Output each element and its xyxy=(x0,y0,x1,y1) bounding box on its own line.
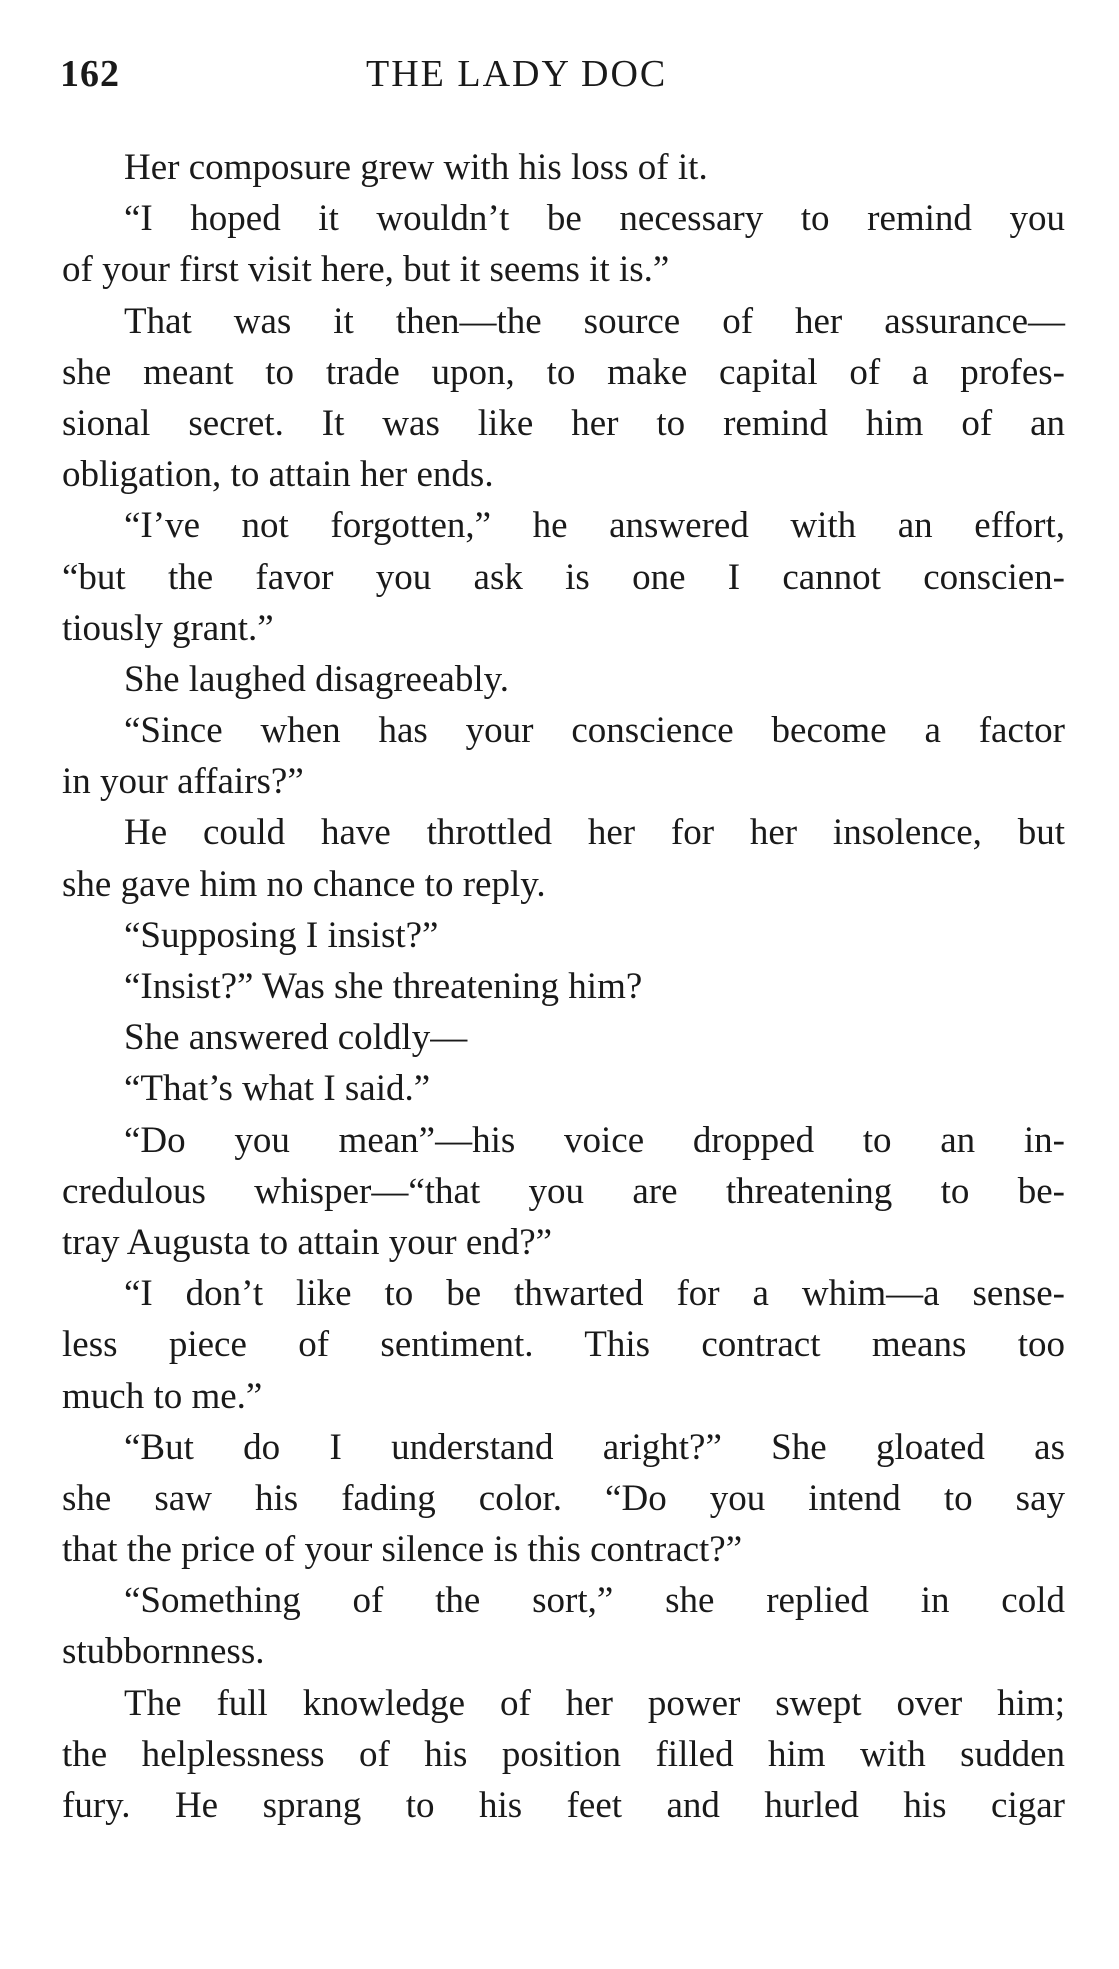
text-line: she meant to trade upon, to make capital of a profes- xyxy=(62,351,1065,393)
text-line: of your first visit here, but it seems it is.” xyxy=(62,249,670,291)
text-line: stubbornness. xyxy=(62,1631,265,1673)
text-line: The full knowledge of her power swept over him; xyxy=(124,1682,1065,1724)
text-line: “I hoped it wouldn’t be necessary to remind you xyxy=(124,198,1065,240)
text-line: less piece of sentiment. This contract means too xyxy=(62,1324,1065,1366)
text-line: “That’s what I said.” xyxy=(124,1068,431,1110)
text-line: “Supposing I insist?” xyxy=(124,914,439,956)
page-header xyxy=(60,52,1060,102)
text-line: tray Augusta to attain your end?” xyxy=(62,1221,553,1263)
text-line: the helplessness of his position filled him with sudden xyxy=(62,1733,1065,1775)
text-line: “Since when has your conscience become a factor xyxy=(124,710,1065,752)
text-line: “Do you mean”—his voice dropped to an in- xyxy=(124,1119,1065,1161)
text-line: That was it then—the source of her assurance— xyxy=(124,300,1065,342)
text-line: in your affairs?” xyxy=(62,761,304,803)
text-line: “Something of the sort,” she replied in cold xyxy=(124,1580,1065,1622)
text-line: she saw his fading color. “Do you intend to say xyxy=(62,1477,1065,1519)
text-line: “But do I understand aright?” She gloated as xyxy=(124,1426,1065,1468)
text-line: “but the favor you ask is one I cannot conscien- xyxy=(62,556,1065,598)
body-text xyxy=(62,142,1065,1831)
text-line: He could have throttled her for her insolence, but xyxy=(124,812,1065,854)
text-line: Her composure grew with his loss of it. xyxy=(124,147,708,188)
text-line: much to me.” xyxy=(62,1375,263,1417)
text-line: that the price of your silence is this contract?” xyxy=(62,1529,743,1571)
text-line: “I’ve not forgotten,” he answered with an effort, xyxy=(124,505,1065,547)
text-line: she gave him no chance to reply. xyxy=(62,863,546,905)
text-line: “I don’t like to be thwarted for a whim—a sense- xyxy=(124,1273,1065,1315)
running-title: THE LADY DOC xyxy=(366,53,668,95)
page-number: 162 xyxy=(60,53,120,95)
text-line: obligation, to attain her ends. xyxy=(62,454,494,496)
text-line: fury. He sprang to his feet and hurled his cigar xyxy=(62,1785,1065,1826)
text-line: credulous whisper—“that you are threatening to be- xyxy=(62,1170,1065,1212)
text-line: “Insist?” Was she threatening him? xyxy=(124,966,643,1007)
text-line: She laughed disagreeably. xyxy=(124,658,509,700)
text-line: sional secret. It was like her to remind him of an xyxy=(62,402,1065,444)
text-line: She answered coldly— xyxy=(124,1017,468,1059)
text-line: tiously grant.” xyxy=(62,607,274,649)
